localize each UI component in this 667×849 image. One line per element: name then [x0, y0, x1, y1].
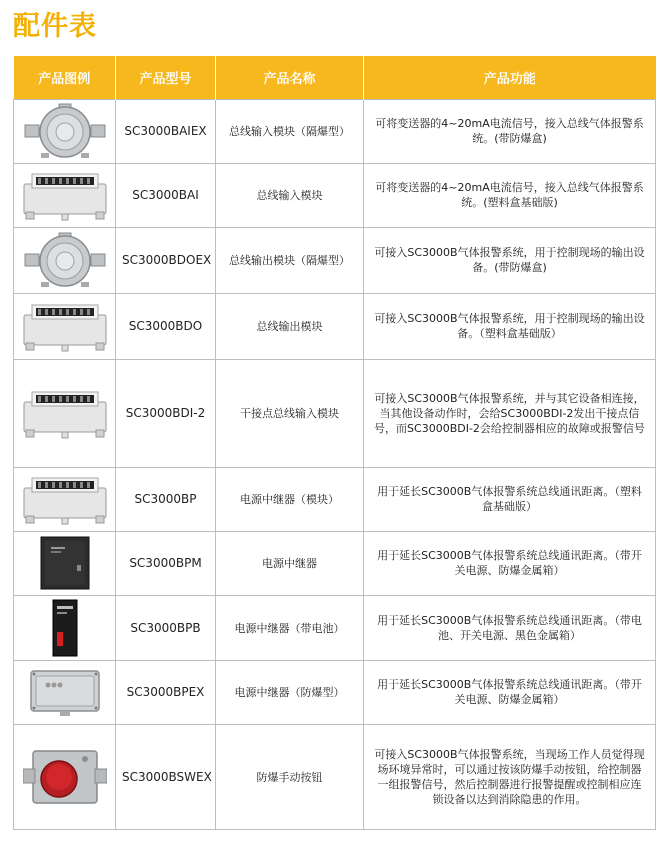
table-row [14, 359, 656, 467]
plastic-module-icon [14, 163, 116, 227]
table-row [14, 227, 656, 293]
table-row [14, 467, 656, 531]
product-name: 防爆手动按钮 [216, 724, 364, 829]
battery-cabinet-icon [14, 595, 116, 660]
product-function: 可接入SC3000B气体报警系统，用于控制现场的输出设备。（塑料盒基础版） [364, 293, 656, 359]
product-name: 总线输出模块（隔爆型） [216, 227, 364, 293]
table-header-row [14, 56, 656, 99]
product-name: 电源中继器（模块） [216, 467, 364, 531]
product-function: 可将变送器的4~20mA电流信号，接入总线气体报警系统。(带防爆盒) [364, 99, 656, 163]
plastic-module-icon [14, 359, 116, 467]
product-name: 总线输入模块 [216, 163, 364, 227]
product-model: SC3000BDO [116, 293, 216, 359]
explosion-proof-box-icon [14, 227, 116, 293]
product-function: 可接入SC3000B气体报警系统，当现场工作人员觉得现场环境异常时，可以通过按该防爆手动按钮，给控制器一组报警信号，然后控制器进行报警提醒或控制相应连锁设备以达到消除隐患的作用。 [364, 724, 656, 829]
product-model: SC3000BAIEX [116, 99, 216, 163]
table-row [14, 724, 656, 829]
table-row [14, 531, 656, 595]
table-row [14, 595, 656, 660]
product-function: 用于延长SC3000B气体报警系统总线通讯距离。（带开关电源、防爆金属箱） [364, 660, 656, 724]
product-function: 可接入SC3000B气体报警系统，用于控制现场的输出设备。(带防爆盒) [364, 227, 656, 293]
table-row [14, 163, 656, 227]
explosion-proof-box-icon [14, 99, 116, 163]
emergency-button-icon [14, 724, 116, 829]
table-row [14, 660, 656, 724]
header-image: 产品图例 [14, 56, 116, 99]
product-name: 干接点总线输入模块 [216, 359, 364, 467]
product-function: 可接入SC3000B气体报警系统，并与其它设备相连接，当其他设备动作时，会给SC3000BDI-2发出干接点信号，而SC3000BDI-2会给控制器相应的故障或报警信号 [364, 359, 656, 467]
product-name: 总线输入模块（隔爆型） [216, 99, 364, 163]
product-function: 用于延长SC3000B气体报警系统总线通讯距离。（带电池、开关电源、黑色金属箱） [364, 595, 656, 660]
product-name: 电源中继器 [216, 531, 364, 595]
product-model: SC3000BPB [116, 595, 216, 660]
product-function: 用于延长SC3000B气体报警系统总线通讯距离。（塑料盒基础版） [364, 467, 656, 531]
product-model: SC3000BDI-2 [116, 359, 216, 467]
header-name: 产品名称 [216, 56, 364, 99]
table-row [14, 293, 656, 359]
plastic-module-icon [14, 467, 116, 531]
metal-cabinet-icon [14, 531, 116, 595]
header-model: 产品型号 [116, 56, 216, 99]
product-name: 电源中继器（带电池） [216, 595, 364, 660]
accessories-table [13, 56, 656, 830]
product-model: SC3000BAI [116, 163, 216, 227]
table-row [14, 99, 656, 163]
product-function: 用于延长SC3000B气体报警系统总线通讯距离。（带开关电源、防爆金属箱） [364, 531, 656, 595]
page-title: 配件表 [13, 11, 97, 42]
explosion-proof-cabinet-icon [14, 660, 116, 724]
product-model: SC3000BSWEX [116, 724, 216, 829]
plastic-module-icon [14, 293, 116, 359]
product-model: SC3000BP [116, 467, 216, 531]
product-model: SC3000BDOEX [116, 227, 216, 293]
header-function: 产品功能 [364, 56, 656, 99]
product-model: SC3000BPEX [116, 660, 216, 724]
product-function: 可将变送器的4~20mA电流信号，接入总线气体报警系统。(塑料盒基础版) [364, 163, 656, 227]
product-name: 电源中继器（防爆型） [216, 660, 364, 724]
product-model: SC3000BPM [116, 531, 216, 595]
product-name: 总线输出模块 [216, 293, 364, 359]
